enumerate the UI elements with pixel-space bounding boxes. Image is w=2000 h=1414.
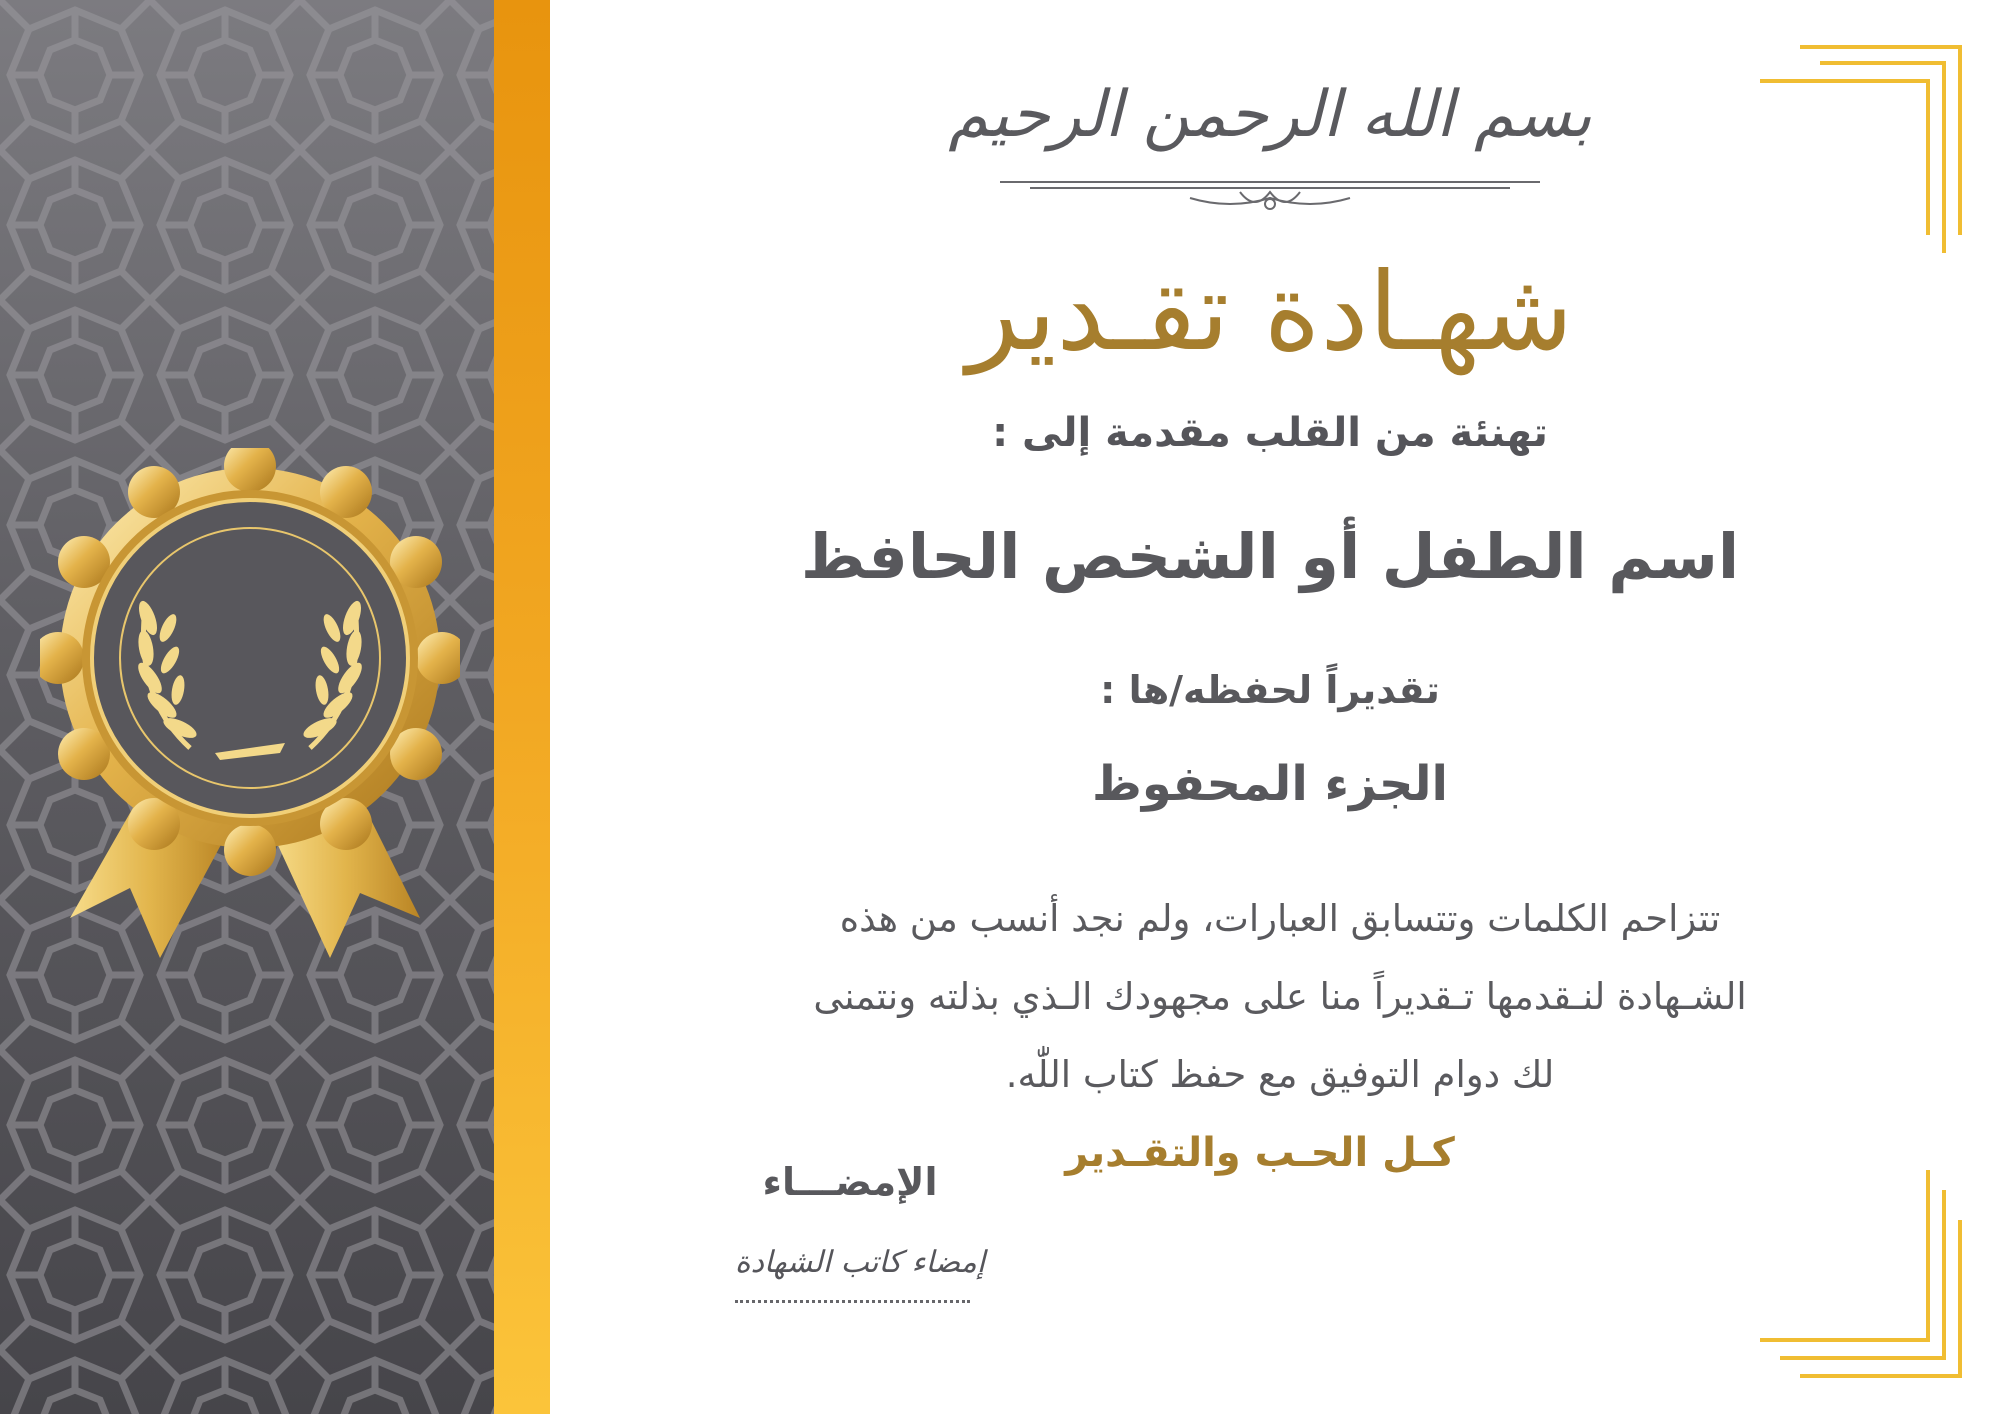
congrats-line: تهنئة من القلب مقدمة إلى : (992, 410, 1548, 456)
certificate-title: شهـادة تقـدير (966, 250, 1574, 375)
message-line: لك دوام التوفيق مع حفظ كتاب اللّٰه. (1005, 1053, 1555, 1096)
certificate-message (700, 880, 1860, 1114)
gold-accent-band (494, 0, 550, 1414)
basmala-text: بسم الله الرحمن الرحيم (948, 78, 1592, 152)
closing-phrase: كـل الحـب والتقـدير (1065, 1130, 1455, 1176)
signature-script: إمضاء كاتب الشهادة (734, 1245, 986, 1280)
medal-ribbon-icon (40, 448, 460, 978)
recipient-name: اسم الطفل أو الشخص الحافظ (800, 520, 1740, 593)
appreciation-line: تقديراً لحفظه/ها : (1100, 668, 1440, 712)
message-line: الشـهادة لنـقدمها تـقديراً منا على مجهودك الـذي بذلته ونتمنى (813, 975, 1747, 1018)
corner-ornament-bottom-right (1760, 1170, 1965, 1380)
message-line: تتزاحم الكلمات وتتسابق العبارات، ولم نجد أنسب من هذه (839, 897, 1721, 940)
ornament-divider-icon (990, 170, 1550, 220)
signature-label: الإمضـــاء (762, 1160, 938, 1204)
signature-line (735, 1300, 970, 1303)
memorized-part: الجزء المحفوظ (1092, 756, 1448, 812)
basmala-header (640, 60, 1900, 250)
